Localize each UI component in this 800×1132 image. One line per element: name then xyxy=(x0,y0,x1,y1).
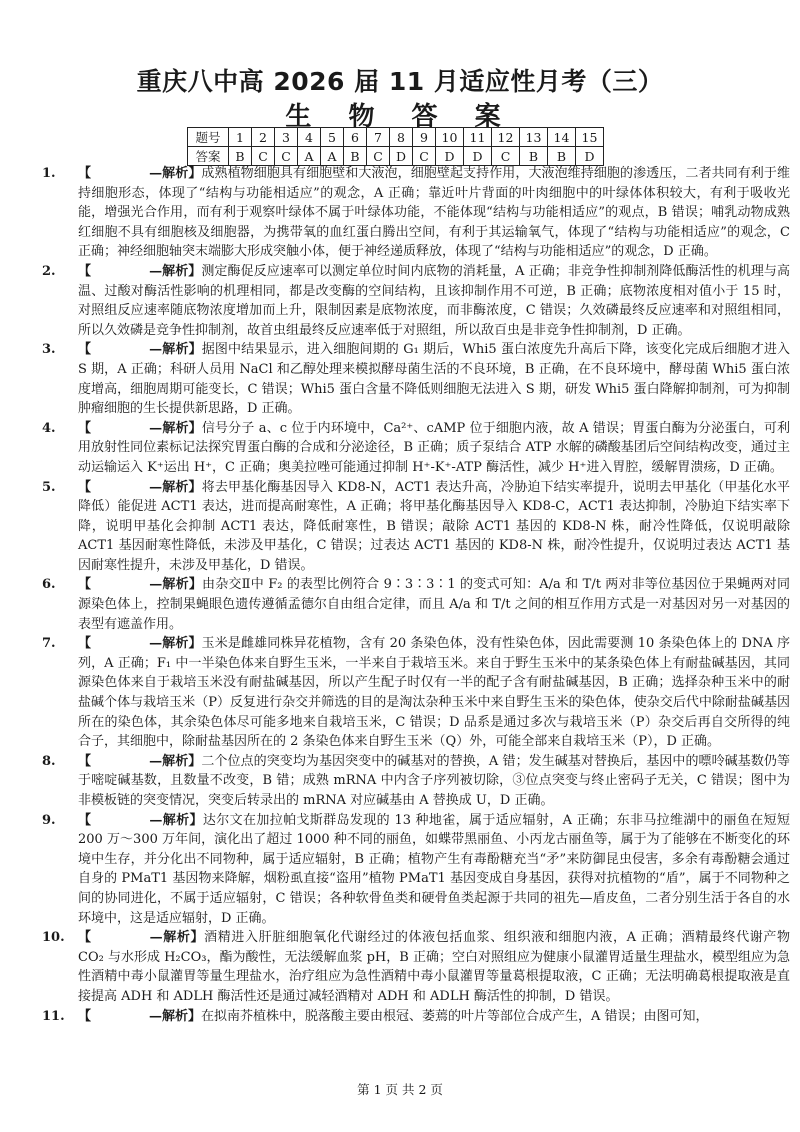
explanation-item xyxy=(42,478,790,576)
explanation-text: 成熟植物细胞具有细胞壁和大液泡，细胞壁起支持作用，大液泡维持细胞的渗透压，二者共同有利于维持细胞形态，体现了“结构与功能相适应”的观念，A 正确；靠近叶片背面的叶肉细胞中的叶绿体体积较大，有利于吸收光能，增强光合作用，而有利于观察叶绿体不属于叶绿体功能，不能体现“结构与功能相适应”的观点，B 错误；哺乳动物成熟红细胞不具有细胞核及细胞器，为携带氧的血红蛋白腾出空间，有利于其运输氧气，体现了“结构与功能相适应”的观念，C 正确；神经细胞轴突末端膨大形成突触小体，便于神经递质释放，体现了“结构与功能相适应”的观念，D 正确。 xyxy=(78,166,790,260)
bracket-open: 【 xyxy=(78,753,92,769)
explanation-text: 在拟南芥植株中，脱落酸主要由根冠、萎蔫的叶片等部位合成产生，A 错误；由图可知， xyxy=(201,1008,709,1024)
answer-cell: C xyxy=(413,147,436,166)
question-number-cell: 7 xyxy=(367,128,390,147)
analysis-tag: —解析】 xyxy=(149,420,202,436)
analysis-tag: —解析】 xyxy=(149,812,203,828)
question-number-cell: 10 xyxy=(436,128,464,147)
question-number-cell: 14 xyxy=(548,128,576,147)
explanations xyxy=(42,164,790,1026)
question-number: 5. xyxy=(42,479,56,495)
analysis-tag: —解析】 xyxy=(149,1008,202,1024)
question-number-cell: 15 xyxy=(576,128,604,147)
question-number: 11. xyxy=(42,1008,65,1024)
bracket-open: 【 xyxy=(78,636,92,652)
page-footer: 第 1 页 共 2 页 xyxy=(357,1082,443,1097)
question-number-cell: 4 xyxy=(298,128,321,147)
explanation-text: 据图中结果显示，进入细胞间期的 G₁ 期后，Whi5 蛋白浓度先升高后下降，该变化完成后细胞才进入 S 期，A 正确；科研人员用 NaCl 和乙醇处理来模拟酵母菌生活的不良环境，B 正确，在不良环境中，酵母菌 Whi5 蛋白浓度增高，细胞周期可能变长，C 错误；Whi5 蛋白含量不降低则细胞无法进入 S 期，研发 Whi5 蛋白降解抑制剂，可为抑制肿瘤细胞的生长提供新思路，D 正确。 xyxy=(78,342,790,417)
page-subtitle: 生 物 答 案 xyxy=(285,102,515,132)
explanation-text: 将去甲基化酶基因导入 KD8-N，ACT1 表达升高，冷胁迫下结实率提升，说明去甲基化（甲基化水平降低）能促进 ACT1 表达，进而提高耐寒性，A 正确；将甲基化酶基因导入 KD8-C，ACT1 表达抑制，冷胁迫下结实率下降，说明甲基化会抑制 ACT1 表达，降低耐寒性，B 错误；敲除 ACT1 基因的 KD8-N 株，耐冷性降低，仅说明敲除 ACT1 基因耐寒性降低，未涉及甲基化，C 错误；过表达 ACT1 基因的 KD8-N 株，耐冷性提升，仅说明过表达 ACT1 基因耐寒性提升，未涉及甲基化，D 错误。 xyxy=(78,479,790,573)
question-number: 8. xyxy=(42,753,56,769)
answer-table-number-row xyxy=(188,128,604,147)
answer-cell: B xyxy=(548,147,576,166)
explanation-item xyxy=(42,928,790,1006)
bracket-open: 【 xyxy=(78,930,92,946)
explanation-text: 测定酶促反应速率可以测定单位时间内底物的消耗量，A 正确；非竞争性抑制剂降低酶活性的机理与高温、过酸对酶活性影响的机理相同，都是改变酶的空间结构，且该抑制作用不可逆，B 正确；底物浓度相对值小于 15 时，对照组反应速率随底物浓度增加而上升，限制因素是底物浓度，而非酶浓度，C 错误；久效磷最终反应速率和对照组相同，所以久效磷是竞争性抑制剂，故首虫组最终反应速率低于对照组，所以敌百虫是非竞争性抑制剂，D 正确。 xyxy=(78,263,790,338)
answer-cell: D xyxy=(436,147,464,166)
question-number: 10. xyxy=(42,930,65,946)
question-number: 2. xyxy=(42,263,56,279)
answer-cell: C xyxy=(367,147,390,166)
explanation-item xyxy=(42,262,790,340)
answer-cell: A xyxy=(321,147,344,166)
bracket-open: 【 xyxy=(78,1008,92,1024)
question-number: 4. xyxy=(42,420,56,436)
answer-table-answer-row xyxy=(188,147,604,166)
question-number: 6. xyxy=(42,577,56,593)
question-number: 3. xyxy=(42,342,56,358)
analysis-tag: —解析】 xyxy=(149,753,202,769)
analysis-tag: —解析】 xyxy=(149,342,202,358)
explanation-text: 玉米是雌雄同株异花植物，含有 20 条染色体，没有性染色体，因此需要测 10 条染色体上的 DNA 序列，A 正确；F₁ 中一半染色体来自野生玉米，一半来自于栽培玉米。来自于野生玉米中的某条染色体上有耐盐碱基因，其同源染色体来自于栽培玉米没有耐盐碱基因，所以产生配子时仅有一半的配子含有耐盐碱基因，B 正确；选择杂种玉米中的耐盐碱个体与栽培玉米（P）反复进行杂交并筛选的目的是淘汰杂种玉米中来自野生玉米的染色体，使杂交后代中除耐盐碱基因所在的染色体，其余染色体尽可能多地来自栽培玉米，C 错误；D 品系是通过多次与栽培玉米（P）杂交后再自交所得的纯合子，其细胞中，除耐盐基因所在的 2 条染色体来自野生玉米（Q）外，可能全部来自栽培玉米（P），D 正确。 xyxy=(78,636,790,750)
analysis-tag: —解析】 xyxy=(149,166,202,181)
answer-cell: C xyxy=(252,147,275,166)
row-label-number: 题号 xyxy=(188,128,229,147)
explanation-text: 信号分子 a、c 位于内环境中，Ca²⁺、cAMP 位于细胞内液，故 A 错误；胃蛋白酶为分泌蛋白，可利用放射性同位素标记法探究胃蛋白酶的合成和分泌途径，B 正确；质子泵结合 ATP 水解的磷酸基团后空间结构改变，通过主动运输运入 K⁺运出 H⁺，C 正确；奥美拉唑可能通过抑制 H⁺-K⁺-ATP 酶活性，减少 H⁺进入胃腔，缓解胃溃疡，D 正确。 xyxy=(78,420,790,475)
bracket-open: 【 xyxy=(78,479,92,495)
analysis-tag: —解析】 xyxy=(149,930,205,946)
explanation-item xyxy=(42,1007,790,1027)
row-label-answer: 答案 xyxy=(188,147,229,166)
bracket-open: 【 xyxy=(78,577,92,593)
bracket-open: 【 xyxy=(78,263,92,279)
question-number-cell: 8 xyxy=(390,128,413,147)
explanation-text: 二个位点的突变均为基因突变中的碱基对的替换，A 错；发生碱基对替换后，基因中的嘌呤碱基数仍等于嘧啶碱基数，且数量不改变，B 错；成熟 mRNA 中内含子序列被切除，③位点突变与终止密码子无关，C 错误；图中为非模板链的突变情况，突变后转录出的 mRNA 对应碱基由 A 替换成 U，D 正确。 xyxy=(78,753,790,808)
question-number-cell: 5 xyxy=(321,128,344,147)
answer-cell: B xyxy=(344,147,367,166)
bracket-open: 【 xyxy=(78,342,92,358)
explanation-item xyxy=(42,340,790,418)
answer-cell: D xyxy=(464,147,492,166)
analysis-tag: —解析】 xyxy=(149,577,203,593)
answer-table xyxy=(187,127,604,166)
answer-cell: A xyxy=(298,147,321,166)
question-number-cell: 2 xyxy=(252,128,275,147)
answer-cell: D xyxy=(390,147,413,166)
question-number-cell: 6 xyxy=(344,128,367,147)
question-number-cell: 12 xyxy=(492,128,520,147)
page-title: 重庆八中高 2026 届 11 月适应性月考（三） xyxy=(136,67,664,96)
explanation-text: 达尔文在加拉帕戈斯群岛发现的 13 种地雀，属于适应辐射，A 正确；东非马拉维湖中的丽鱼在短短 200 万～300 万年间，演化出了超过 1000 种不同的丽鱼，如蝶带黑丽鱼、小丙龙古丽鱼等，属于为了能够在不断变化的环境中生存，并分化出不同物种，属于适应辐射，B 正确；植物产生有毒酚糖充当“矛”来防御昆虫侵害，多余有毒酚糖会通过自身的 PMaT1 基因物来降解，烟粉虱直接“盗用”植物 PMaT1 基因变成自身基因，获得对抗植物的“盾”，属于不同物种之间的协同进化，不属于适应辐射，C 错误；各种软骨鱼类和硬骨鱼类起源于共同的祖先—盾皮鱼，二者分别生活于各自的水环境中，这是适应辐射，D 正确。 xyxy=(78,812,790,926)
question-number-cell: 3 xyxy=(275,128,298,147)
answer-cell: B xyxy=(520,147,548,166)
analysis-tag: —解析】 xyxy=(149,263,202,279)
answer-cell: B xyxy=(229,147,252,166)
answer-cell: D xyxy=(576,147,604,166)
explanation-item xyxy=(42,811,790,929)
explanation-item xyxy=(42,164,790,262)
analysis-tag: —解析】 xyxy=(149,479,202,495)
analysis-tag: —解析】 xyxy=(149,636,202,652)
bracket-open: 【 xyxy=(78,420,92,436)
question-number-cell: 9 xyxy=(413,128,436,147)
explanation-text: 酒精进入肝脏细胞氧化代谢经过的体液包括血浆、组织液和细胞内液，A 正确；酒精最终代谢产物 CO₂ 与水形成 H₂CO₃，酯为酸性，无法缓解血浆 pH，B 正确；空白对照组应为健康小鼠灌胃适量生理盐水，模型组应为急性酒精中毒小鼠灌胃等量生理盐水，治疗组应为急性酒精中毒小鼠灌胃等量葛根提取液，C 正确；无法明确葛根提取液是直接提高 ADH 和 ADLH 酶活性还是通过减轻酒精对 ADH 和 ADLH 酶活性的抑制，D 错误。 xyxy=(78,930,790,1004)
question-number-cell: 11 xyxy=(464,128,492,147)
bracket-open: 【 xyxy=(78,166,92,181)
explanation-item xyxy=(42,752,790,811)
question-number-cell: 13 xyxy=(520,128,548,147)
bracket-open: 【 xyxy=(78,812,92,828)
answer-cell: C xyxy=(275,147,298,166)
answer-cell: C xyxy=(492,147,520,166)
explanation-item xyxy=(42,634,790,752)
question-number: 7. xyxy=(42,636,56,652)
question-number-cell: 1 xyxy=(229,128,252,147)
explanation-item xyxy=(42,419,790,478)
question-number: 9. xyxy=(42,812,56,828)
explanation-item xyxy=(42,575,790,634)
question-number: 1. xyxy=(42,166,56,181)
explanation-text: 由杂交Ⅱ中 F₂ 的表型比例符合 9∶3∶3∶1 的变式可知：A/a 和 T/t 两对非等位基因位于果蝇两对同源染色体上，控制果蝇眼色遗传遵循孟德尔自由组合定律，而且 A/a 和 T/t 之间的相互作用方式是一对基因对另一对基因的表型有遮盖作用。 xyxy=(78,577,790,632)
